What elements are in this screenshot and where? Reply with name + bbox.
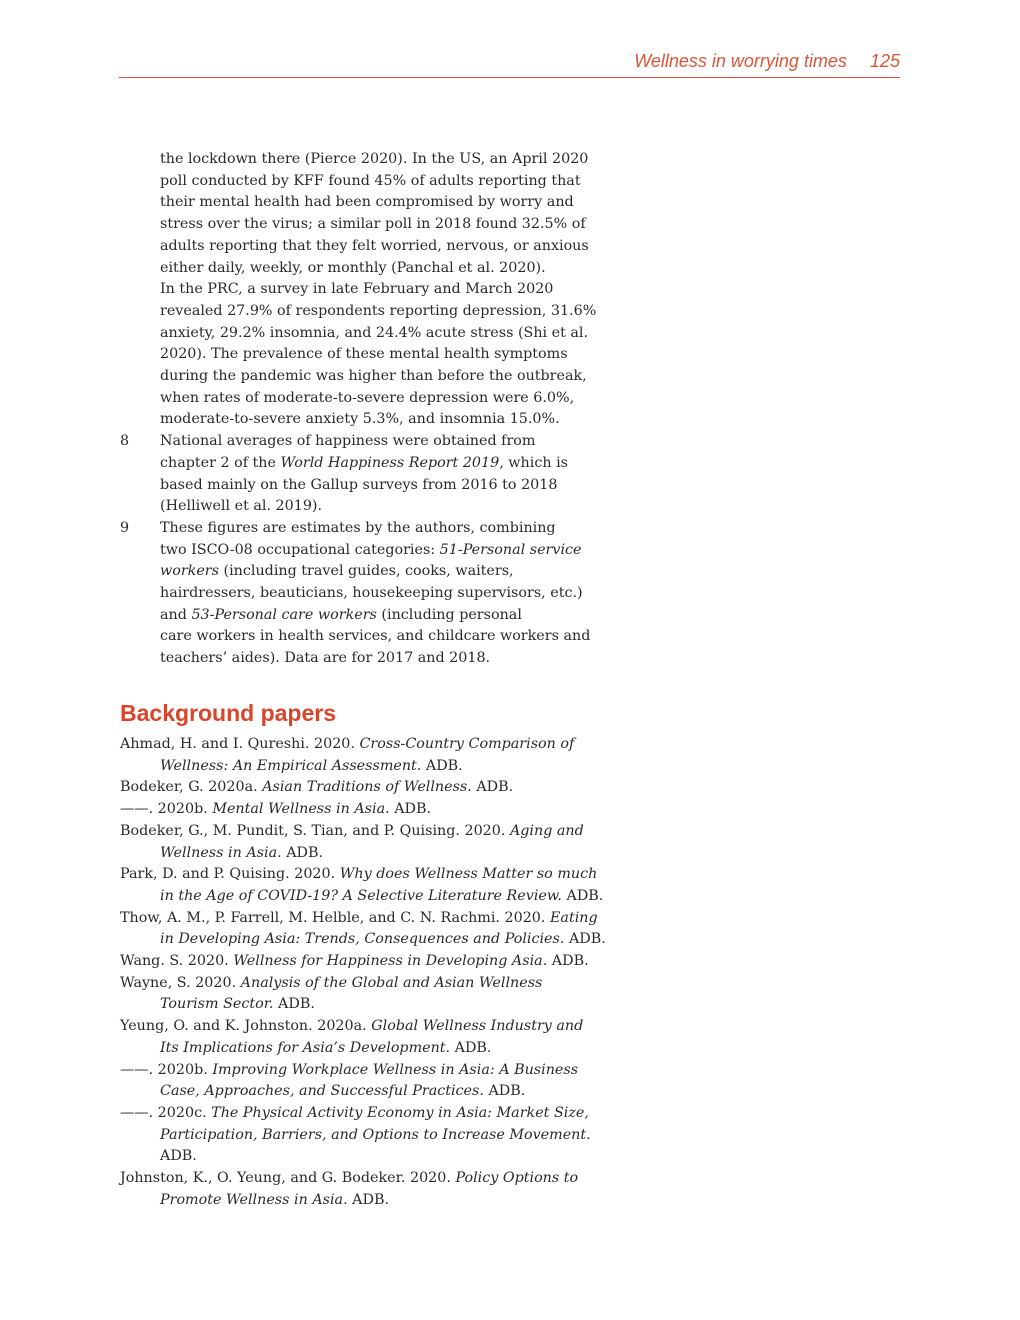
reference-line: Tourism Sector. ADB. bbox=[160, 996, 315, 1013]
endnote-line: when rates of moderate-to-severe depression were 6.0%, bbox=[160, 389, 575, 406]
endnote-line: the lockdown there (Pierce 2020). In the US, an April 2020 bbox=[160, 151, 589, 167]
reference-line: Park, D. and P. Quising. 2020. Why does Wellness Matter so much bbox=[120, 866, 598, 883]
endnote-line: (Helliwell et al. 2019). bbox=[160, 498, 323, 515]
endnote-line: In the PRC, a survey in late February and March 2020 bbox=[160, 281, 554, 298]
reference-line: Thow, A. M., P. Farrell, M. Helble, and C. N. Rachmi. 2020. Eating bbox=[120, 909, 598, 926]
reference-line: Participation, Barriers, and Options to Increase Movement. bbox=[160, 1126, 591, 1143]
endnote-line: teachers’ aides). Data are for 2017 and 2018. bbox=[160, 650, 491, 667]
endnote-number: 8 bbox=[120, 433, 130, 450]
endnote-line: chapter 2 of the World Happiness Report 2019, which is bbox=[160, 454, 568, 471]
endnote bbox=[120, 518, 600, 670]
reference-entry bbox=[120, 864, 620, 907]
endnote-line: These figures are estimates by the authors, combining bbox=[160, 519, 556, 536]
reference-line: ——. 2020c. The Physical Activity Economy in Asia: Market Size, bbox=[120, 1104, 589, 1121]
reference-entry bbox=[120, 1168, 620, 1211]
reference-entry bbox=[120, 1060, 620, 1103]
reference-entry bbox=[120, 973, 620, 1016]
reference-line: Ahmad, H. and I. Qureshi. 2020. Cross-Country Comparison of bbox=[120, 736, 575, 752]
reference-line: Yeung, O. and K. Johnston. 2020a. Global Wellness Industry and bbox=[120, 1018, 584, 1035]
endnote-number bbox=[120, 149, 160, 431]
reference-line: Case, Approaches, and Successful Practices. ADB. bbox=[160, 1083, 526, 1100]
reference-line: Wellness in Asia. ADB. bbox=[160, 844, 324, 861]
endnote-line: their mental health had been compromised by worry and bbox=[160, 194, 574, 211]
reference-line: ——. 2020b. Mental Wellness in Asia. ADB. bbox=[120, 801, 432, 818]
reference-entry bbox=[120, 1103, 620, 1168]
endnote bbox=[120, 431, 600, 518]
reference-entry bbox=[120, 734, 620, 777]
endnote-line: and 53-Personal care workers (including personal bbox=[160, 606, 522, 623]
reference-entry bbox=[120, 799, 620, 821]
reference-line: Wayne, S. 2020. Analysis of the Global and Asian Wellness bbox=[120, 974, 543, 991]
endnote-line: poll conducted by KFF found 45% of adults reporting that bbox=[160, 172, 581, 189]
endnotes-section bbox=[120, 149, 600, 670]
reference-entry bbox=[120, 821, 620, 864]
running-title: Wellness in worrying times bbox=[634, 51, 847, 71]
reference-line: ADB. bbox=[160, 1148, 197, 1165]
endnote-text bbox=[160, 431, 600, 518]
section-heading-background-papers: Background papers bbox=[120, 700, 336, 726]
reference-line: Johnston, K., O. Yeung, and G. Bodeker. 2020. Policy Options to bbox=[120, 1170, 579, 1187]
endnote-line: workers (including travel guides, cooks, waiters, bbox=[160, 563, 514, 580]
reference-line: Wang. S. 2020. Wellness for Happiness in Developing Asia. ADB. bbox=[120, 953, 589, 970]
endnote-line: stress over the virus; a similar poll in 2018 found 32.5% of bbox=[160, 216, 586, 233]
endnote-line: adults reporting that they felt worried, nervous, or anxious bbox=[160, 237, 589, 254]
header-rule bbox=[119, 77, 900, 78]
reference-entry bbox=[120, 777, 620, 799]
endnote-number: 9 bbox=[120, 519, 130, 536]
reference-entry bbox=[120, 908, 620, 951]
reference-line: in Developing Asia: Trends, Consequences and Policies. ADB. bbox=[160, 931, 606, 948]
reference-entry bbox=[120, 1016, 620, 1059]
reference-line: Wellness: An Empirical Assessment. ADB. bbox=[160, 757, 463, 774]
reference-list bbox=[120, 734, 620, 1211]
endnote-line: 2020). The prevalence of these mental health symptoms bbox=[160, 346, 568, 363]
endnote-line: care workers in health services, and childcare workers and bbox=[160, 628, 591, 645]
endnote-line: anxiety, 29.2% insomnia, and 24.4% acute stress (Shi et al. bbox=[160, 324, 589, 341]
reference-entry bbox=[120, 951, 620, 973]
endnote-line: two ISCO-08 occupational categories: 51-Personal service bbox=[160, 541, 582, 558]
endnote-line: during the pandemic was higher than before the outbreak, bbox=[160, 368, 587, 385]
endnote-text bbox=[160, 518, 600, 670]
reference-line: Bodeker, G. 2020a. Asian Traditions of Wellness. ADB. bbox=[120, 779, 514, 796]
reference-line: Its Implications for Asia’s Development. ADB. bbox=[160, 1039, 492, 1056]
reference-line: in the Age of COVID-19? A Selective Literature Review. ADB. bbox=[160, 887, 604, 904]
page-number: 125 bbox=[869, 51, 900, 71]
endnote-line: moderate-to-severe anxiety 5.3%, and insomnia 15.0%. bbox=[160, 411, 560, 428]
endnote-line: revealed 27.9% of respondents reporting depression, 31.6% bbox=[160, 302, 597, 319]
reference-line: Bodeker, G., M. Pundit, S. Tian, and P. Quising. 2020. Aging and bbox=[120, 822, 584, 839]
endnote bbox=[120, 149, 600, 431]
endnote-line: either daily, weekly, or monthly (Panchal et al. 2020). bbox=[160, 259, 546, 276]
endnote-text bbox=[160, 149, 600, 431]
reference-line: Promote Wellness in Asia. ADB. bbox=[160, 1191, 390, 1208]
endnote-line: hairdressers, beauticians, housekeeping supervisors, etc.) bbox=[160, 585, 583, 602]
reference-line: ——. 2020b. Improving Workplace Wellness in Asia: A Business bbox=[120, 1061, 579, 1078]
endnote-line: based mainly on the Gallup surveys from 2016 to 2018 bbox=[160, 476, 558, 493]
endnote-line: National averages of happiness were obtained from bbox=[160, 433, 536, 450]
running-header bbox=[634, 51, 900, 72]
